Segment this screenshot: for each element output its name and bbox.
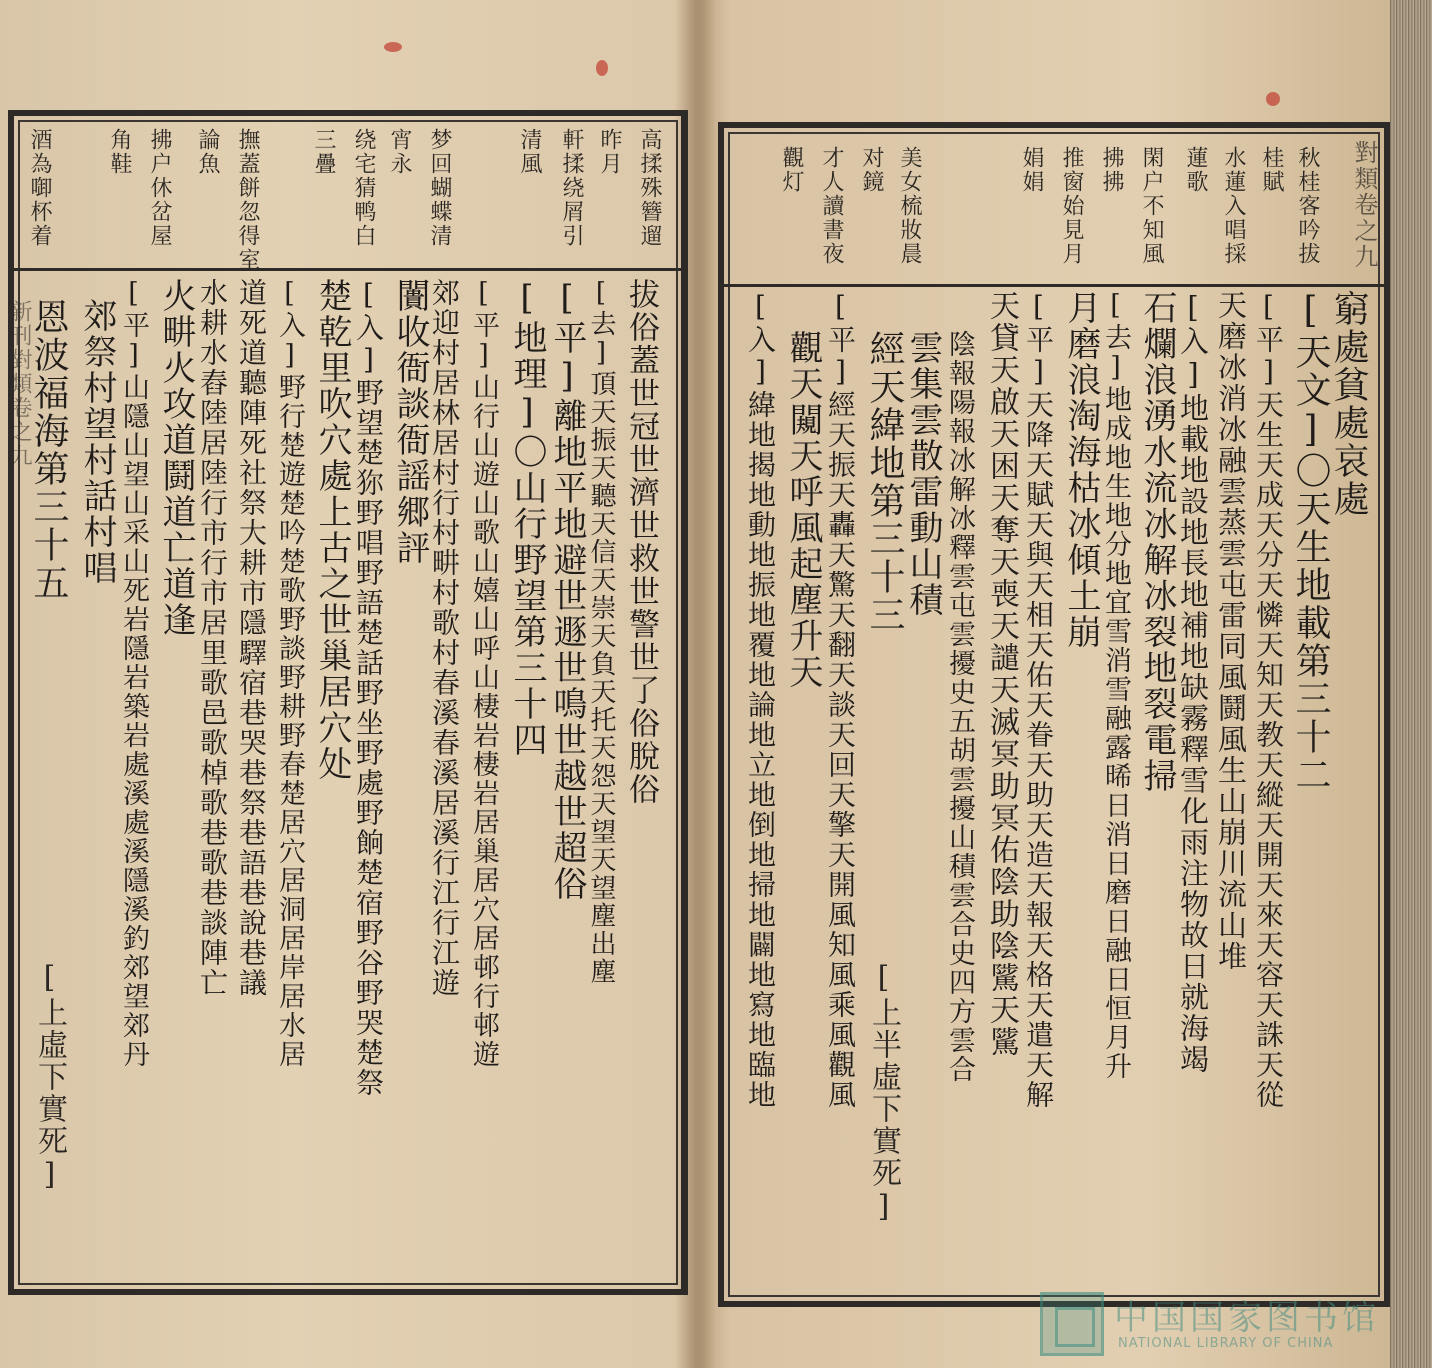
- right-top-note: 拂拂: [1099, 146, 1124, 194]
- right-top-note: 桂賦: [1259, 146, 1284, 194]
- right-top-note: 对鏡: [859, 146, 884, 194]
- watermark-en: NATIONAL LIBRARY OF CHINA: [1118, 1336, 1334, 1351]
- right-top-note: 娟娟: [1019, 146, 1044, 194]
- left-tone-label: [上虛下實死]: [32, 960, 67, 1194]
- left-running-title: 新刊對類卷之九: [7, 300, 32, 468]
- right-column: [入]地載地設地長地補地缺霧釋雪化雨注物故日就海竭: [1176, 290, 1210, 1075]
- left-page-upper-rule: [14, 268, 682, 271]
- left-column: 恩波福海第三十五: [28, 298, 69, 602]
- left-column: 水耕水舂陸居陸行市行市居里歌邑歌棹歌巷歌巷談陣亡: [196, 278, 229, 998]
- right-top-note: 觀灯: [779, 146, 804, 194]
- left-top-note: 拂户休岔屋: [147, 128, 172, 248]
- left-top-note: 高揉殊簪遛: [637, 128, 662, 248]
- left-column: 拔俗蓋世冠世濟世救世警世了俗脫俗: [623, 278, 659, 806]
- left-top-note: 三疊: [311, 128, 336, 176]
- right-column: [平]天生天成天分天憐天知天教天縱天開天來天容天誅天從: [1252, 290, 1285, 1110]
- right-column: 月磨浪淘海枯冰傾土崩: [1061, 290, 1101, 650]
- left-column: 闠收衙談衙謡郷評: [390, 278, 430, 566]
- right-top-note: 水蓮入唱採: [1221, 146, 1246, 266]
- page-edges: [1390, 0, 1432, 1368]
- left-column: 楚乾里吹穴處上古之世巢居穴处: [312, 278, 352, 782]
- right-column: 石爛浪湧水流冰解冰裂地裂電掃: [1137, 290, 1177, 794]
- left-top-note: 绕宅猜鸭白: [351, 128, 376, 248]
- right-column: 觀天闚天呼風起塵升天: [783, 330, 823, 690]
- left-column: 郊祭村望村話村唱: [77, 298, 117, 586]
- right-running-title: 對類卷之九: [1350, 140, 1378, 270]
- left-top-note: 角鞋: [107, 128, 132, 176]
- left-top-note: 宵永: [387, 128, 412, 176]
- right-top-note: 才人讀書夜: [819, 146, 844, 266]
- left-column: [去]頂天振天聽天信天崇天負天托天怨天望天望塵出塵: [586, 278, 616, 986]
- left-top-note: 軒揉绕屑引: [559, 128, 584, 248]
- right-column: 雲集雲散雷動山積: [903, 330, 943, 618]
- right-column: [平]天降天賦天與天相天佑天眷天助天造天報天格天遣天解: [1022, 290, 1055, 1110]
- left-column: [入]野行楚遊楚吟楚歌野談野耕野春楚居穴居洞居岸居水居: [274, 278, 305, 1069]
- left-column: 火畊火攻道鬪道亡道逢: [156, 278, 196, 638]
- paper-stain: [384, 42, 402, 52]
- library-watermark: [1040, 1290, 1400, 1360]
- right-column: [入]緯地揭地動地振地覆地論地立地倒地掃地闢地寫地臨地: [744, 290, 777, 1110]
- right-column: 天磨冰消冰融雲蒸雲屯雷同風鬪風生山崩川流山堆: [1214, 290, 1248, 972]
- right-column: [天文]〇天生地載第三十二: [1290, 290, 1331, 794]
- left-top-note: 昨月: [597, 128, 622, 176]
- right-top-note: 美女梳妝晨: [897, 146, 922, 266]
- left-column: [入]野望楚狝野唱野語楚話野坐野處野餉楚宿野谷野哭楚祭: [352, 278, 385, 1098]
- left-column: 道死道聽陣死社祭大耕市隱驛宿巷哭巷祭巷語巷說巷議: [235, 278, 268, 998]
- right-top-note: 推窗始見月: [1059, 146, 1084, 266]
- right-top-note: 蓮歌: [1183, 146, 1208, 194]
- right-column: [平]經天振天轟天驚天翻天談天回天擎天開風知風乘風觀風: [824, 290, 857, 1110]
- right-column: 陰報陽報冰解冰釋雲屯雲擾史五胡雲擾山積雲合史四方雲合: [944, 330, 975, 1084]
- right-tone-label: [上半虛下實死]: [866, 960, 901, 1226]
- left-column: [地理]〇山行野望第三十四: [507, 278, 547, 758]
- right-column: 窮處貧處哀處: [1328, 290, 1369, 518]
- right-top-note: 秋桂客吟拔: [1295, 146, 1320, 266]
- watermark-cn: 中国国家图书馆: [1114, 1298, 1380, 1338]
- right-column: 天貸天啟天困天奪天喪天譴天滅冥助冥佑陰助陰騭天騭: [984, 290, 1019, 1058]
- left-top-note: 酒為啣杯着: [27, 128, 52, 248]
- left-column: [平]山隱山望山采山死岩隱岩築岩處溪處溪隱溪釣郊望郊丹: [118, 278, 149, 1069]
- right-column: 經天緯地第三十三: [864, 330, 905, 634]
- left-column: 郊迎村居林居村行村畊村歌村春溪春溪居溪行江行江遊: [428, 278, 461, 998]
- left-column: [平]離地平地避世遯世鳴世越世超俗: [547, 278, 587, 902]
- right-column: [去]地成地生地分地宜雪消雪融露晞日消日磨日融日恒月升: [1100, 290, 1131, 1081]
- left-top-note: 撫蓋餅忽得室: [235, 128, 260, 272]
- left-top-note: 論魚: [195, 128, 220, 176]
- paper-stain: [596, 60, 608, 76]
- left-page-center-strip: [681, 116, 683, 1289]
- left-column: [平]山行山遊山歌山嬉山呼山棲岩棲岩居巢居穴居邨行邨遊: [468, 278, 499, 1069]
- paper-stain: [1266, 92, 1280, 106]
- right-page-upper-rule: [724, 284, 1384, 287]
- library-seal-icon: [1040, 1292, 1104, 1356]
- left-top-note: 梦回蝴蝶清: [427, 128, 452, 248]
- right-top-note: 閑户不知風: [1139, 146, 1164, 266]
- left-top-note: 清風: [517, 128, 542, 176]
